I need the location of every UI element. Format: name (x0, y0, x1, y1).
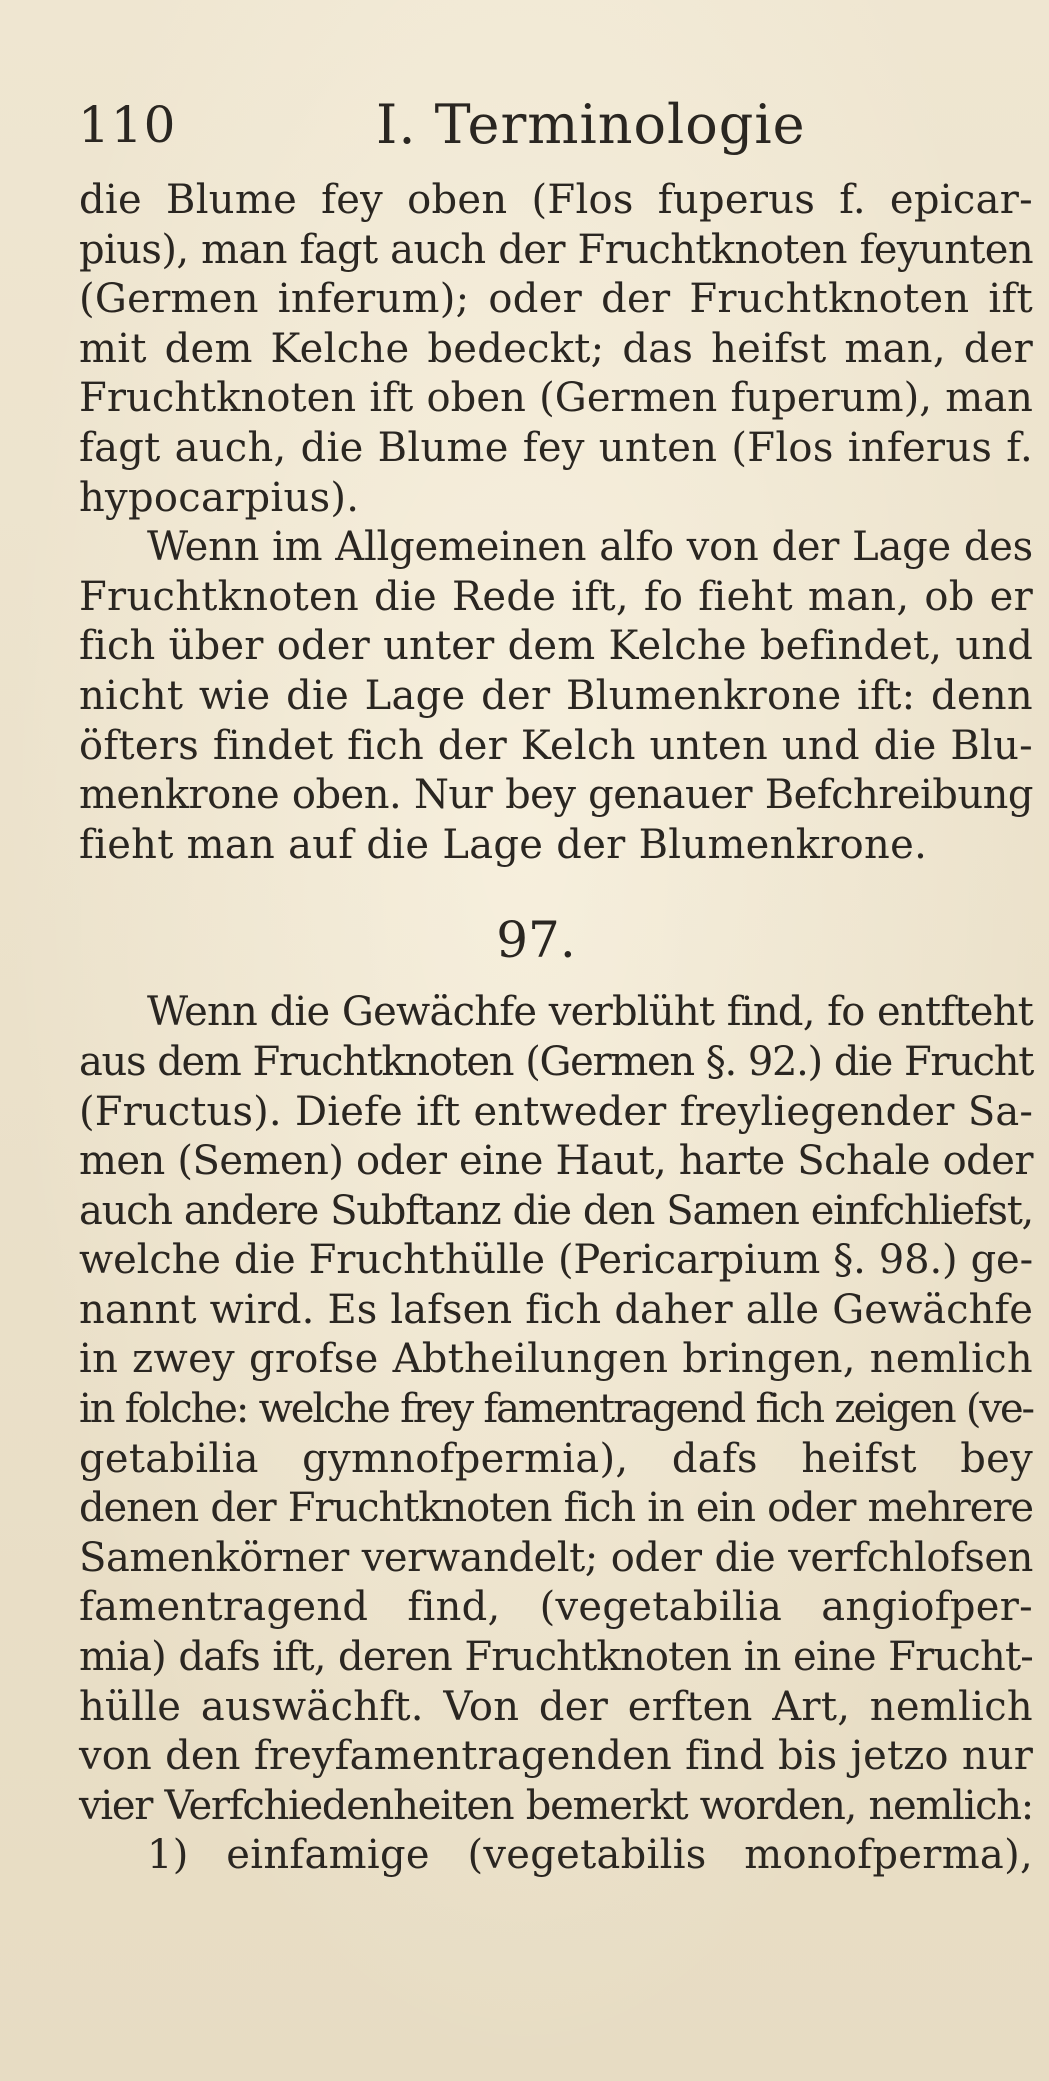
text-line: Fruchtknoten die Rede ift, fo fieht man, ob er (79, 573, 1033, 620)
text-line: menkrone oben. Nur bey genauer Befchreibung (79, 772, 1033, 819)
text-line: Samenkörner verwandelt; oder die verfchlofsen (79, 1534, 1033, 1581)
text-line: nannt wird. Es lafsen fich daher alle Gewächfe (79, 1286, 1033, 1333)
text-line: (Fructus). Diefe ift entweder freyliegender Sa- (79, 1088, 1033, 1135)
text-line: öfters findet fich der Kelch unten und die Blu- (79, 722, 1033, 769)
text-line: fagt auch, die Blume fey unten (Flos inferus f. (79, 424, 1033, 471)
text-line: auch andere Subftanz die den Samen einfchliefst, (79, 1187, 1033, 1234)
text-line: fich über oder unter dem Kelche befindet, und (79, 623, 1033, 670)
running-title: I. Terminologie (376, 93, 806, 156)
text-line: (Germen inferum); oder der Fruchtknoten ift (79, 276, 1033, 323)
text-line: 1) einfamige (vegetabilis monofperma), (147, 1832, 1033, 1879)
text-line: hypocarpius). (79, 474, 360, 521)
text-line: von den freyfamentragenden find bis jetzo nur (79, 1733, 1033, 1780)
text-line: in zwey grofse Abtheilungen bringen, nemlich (79, 1336, 1033, 1383)
text-line: mia) dafs ift, deren Fruchtknoten in eine Frucht- (79, 1634, 1033, 1681)
section-number: 97. (496, 911, 576, 970)
text-line: hülle auswächft. Von der erften Art, nemlich (79, 1683, 1033, 1730)
text-line: die Blume fey oben (Flos fuperus f. epicar- (79, 177, 1033, 223)
text-line: nicht wie die Lage der Blumenkrone ift: denn (79, 672, 1033, 719)
text-line: mit dem Kelche bedeckt; das heifst man, der (79, 325, 1033, 372)
text-line: vier Verfchiedenheiten bemerkt worden, nemlich: (79, 1782, 1033, 1829)
text-line: getabilia gymnofpermia), dafs heifst bey (79, 1435, 1033, 1482)
page-header (0, 95, 1049, 155)
text-line: in folche: welche frey famentragend fich zeigen (ve- (79, 1386, 1033, 1433)
body-text (79, 176, 1033, 1881)
text-line: aus dem Fruchtknoten (Germen §. 92.) die Frucht (79, 1038, 1033, 1085)
text-line: denen der Fruchtknoten fich in ein oder mehrere (79, 1485, 1033, 1532)
text-line: welche die Fruchthülle (Pericarpium §. 98.) ge- (79, 1237, 1033, 1284)
text-line: Wenn im Allgemeinen alfo von der Lage des (147, 524, 1033, 571)
text-line: Wenn die Gewächfe verblüht find, fo entfteht (147, 989, 1033, 1036)
text-line: fieht man auf die Lage der Blumenkrone. (79, 821, 928, 868)
text-line: Fruchtknoten ift oben (Germen fuperum), man (79, 375, 1033, 422)
text-line: famentragend find, (vegetabilia angiofper- (79, 1584, 1033, 1631)
text-line: men (Semen) oder eine Haut, harte Schale oder (79, 1138, 1033, 1185)
text-line: pius), man fagt auch der Fruchtknoten feyunten (79, 226, 1033, 273)
page-number: 110 (78, 96, 177, 154)
